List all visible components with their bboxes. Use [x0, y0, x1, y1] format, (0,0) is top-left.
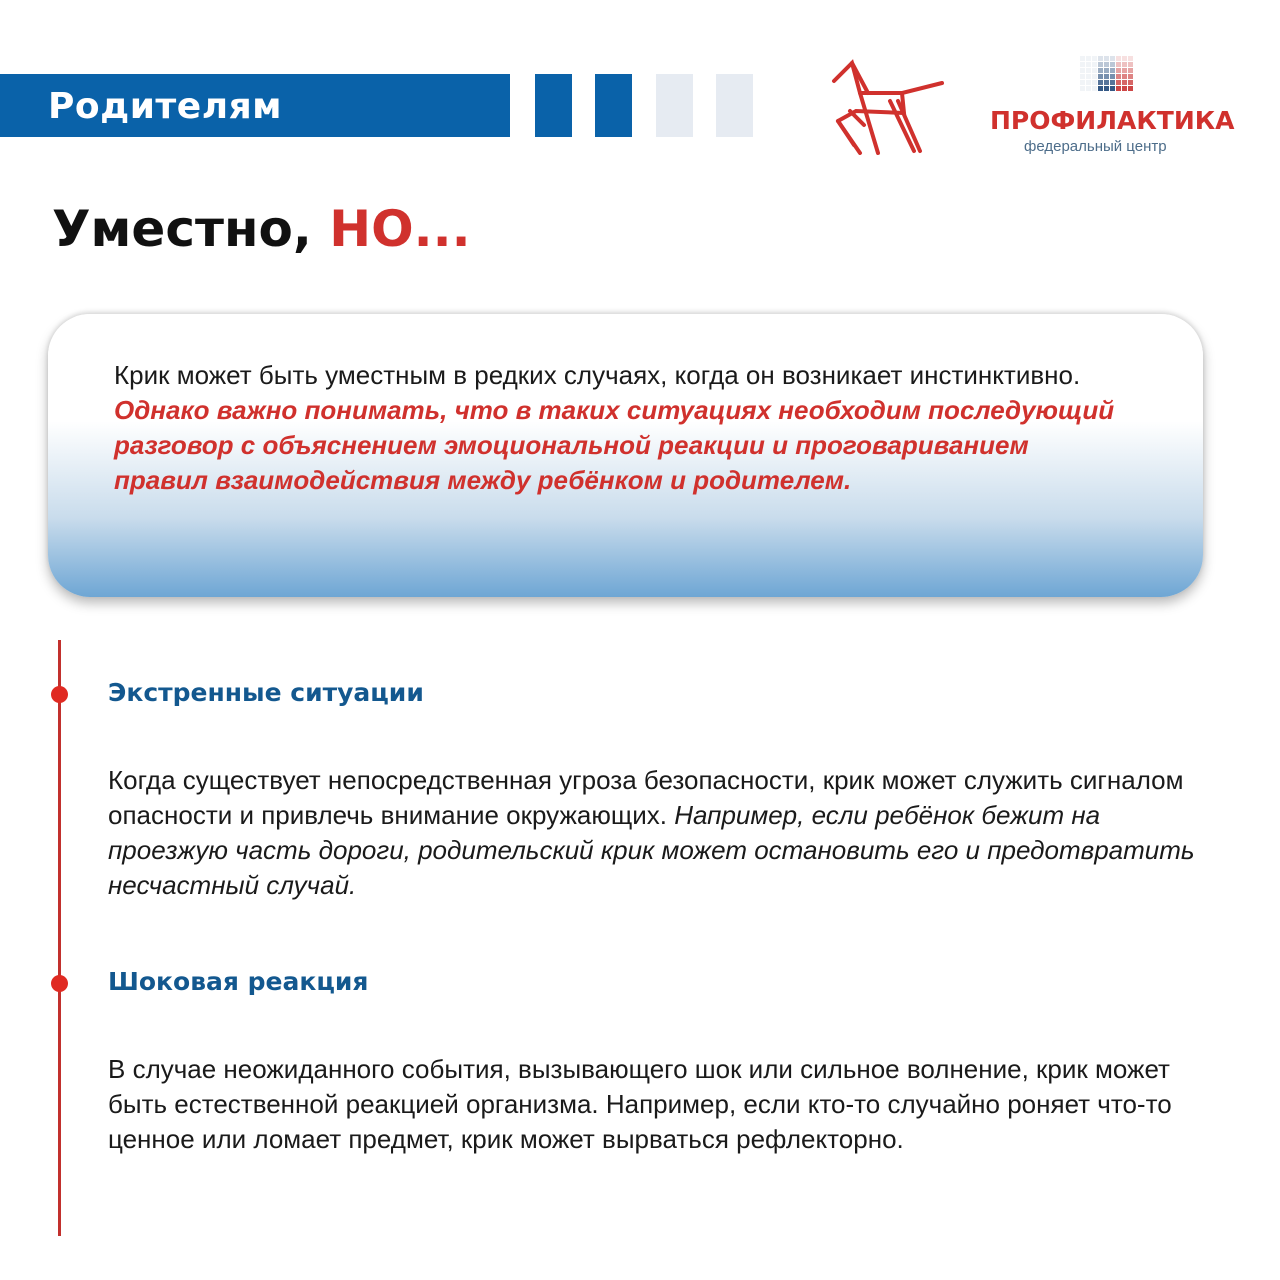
grid-cell: [1110, 86, 1115, 91]
timeline-line: [58, 640, 61, 1236]
grid-cell: [1092, 86, 1097, 91]
grid-cell: [1098, 68, 1103, 73]
section-heading: Экстренные ситуации: [108, 678, 424, 707]
grid-cell: [1098, 86, 1103, 91]
grid-cell: [1116, 74, 1121, 79]
grid-cell: [1086, 68, 1091, 73]
decor-stripe: [535, 74, 572, 137]
grid-cell: [1086, 86, 1091, 91]
grid-cell: [1128, 74, 1133, 79]
grid-cell: [1098, 62, 1103, 67]
grid-cell: [1128, 80, 1133, 85]
grid-cell: [1080, 80, 1085, 85]
grid-cell: [1080, 86, 1085, 91]
grid-cell: [1092, 56, 1097, 61]
grid-cell: [1098, 56, 1103, 61]
grid-cell: [1080, 68, 1085, 73]
logo-title: ПРОФИЛАКТИКА: [990, 106, 1235, 135]
section-body: Когда существует непосредственная угроза безопасности, крик может служить сигналом опасности и привлечь внимание окружающих.: [108, 765, 1184, 830]
section-example: Например, если ребёнок бежит на проезжую часть дороги, родительский крик может остановить его и предотвратить несчастный случай.: [108, 800, 1195, 900]
section-heading: Шоковая реакция: [108, 967, 369, 996]
timeline-dot: [51, 975, 68, 992]
grid-cell: [1110, 56, 1115, 61]
title-main: Уместно,: [52, 200, 330, 258]
section-text: [108, 763, 1218, 903]
grid-cell: [1116, 68, 1121, 73]
grid-cell: [1086, 56, 1091, 61]
grid-cell: [1104, 62, 1109, 67]
grid-cell: [1122, 74, 1127, 79]
grid-cell: [1098, 80, 1103, 85]
decor-stripe: [716, 74, 753, 137]
grid-cell: [1122, 86, 1127, 91]
grid-cell: [1080, 56, 1085, 61]
decor-stripe: [656, 74, 693, 137]
grid-cell: [1086, 62, 1091, 67]
grid-cell: [1116, 80, 1121, 85]
grid-cell: [1104, 56, 1109, 61]
grid-cell: [1092, 80, 1097, 85]
grid-cell: [1080, 74, 1085, 79]
grid-cell: [1122, 62, 1127, 67]
grid-cell: [1104, 74, 1109, 79]
grid-cell: [1110, 62, 1115, 67]
section-text: В случае неожиданного события, вызывающего шок или сильное волнение, крик может быть естественной реакцией организма. Например, если кто-то случайно роняет что-то ценное или ломает предмет, крик может вырваться рефлекторно.: [108, 1054, 1172, 1154]
grid-cell: [1122, 68, 1127, 73]
grid-cell: [1116, 62, 1121, 67]
title-accent: НО...: [329, 200, 471, 258]
grid-cell: [1110, 80, 1115, 85]
grid-cell: [1122, 80, 1127, 85]
grid-cell: [1122, 56, 1127, 61]
logo-subtitle: федеральный центр: [1024, 138, 1167, 155]
grid-cell: [1128, 62, 1133, 67]
callout-emphasis: Однако важно понимать, что в таких ситуациях необходим последующий разговор с объяснением эмоциональной реакции и проговариванием правил взаимодействия между ребёнком и родителем.: [114, 395, 1115, 495]
grid-cell: [1128, 56, 1133, 61]
grid-cell: [1092, 62, 1097, 67]
section-label: Родителям: [48, 86, 283, 127]
grid-cell: [1104, 68, 1109, 73]
grid-cell: [1098, 74, 1103, 79]
grid-cell: [1086, 80, 1091, 85]
pixel-grid-logo-icon: [1080, 56, 1136, 96]
page-title: [52, 200, 471, 258]
grid-cell: [1104, 80, 1109, 85]
grid-cell: [1110, 74, 1115, 79]
horse-logo-icon: [830, 55, 950, 155]
timeline-dot: [51, 686, 68, 703]
grid-cell: [1092, 74, 1097, 79]
grid-cell: [1110, 68, 1115, 73]
callout-text: [114, 358, 1124, 498]
grid-cell: [1086, 74, 1091, 79]
grid-cell: [1104, 86, 1109, 91]
grid-cell: [1080, 62, 1085, 67]
grid-cell: [1128, 86, 1133, 91]
grid-cell: [1092, 68, 1097, 73]
decor-stripe: [595, 74, 632, 137]
grid-cell: [1116, 56, 1121, 61]
grid-cell: [1128, 68, 1133, 73]
grid-cell: [1116, 86, 1121, 91]
callout-plain: Крик может быть уместным в редких случаях, когда он возникает инстинктивно.: [114, 360, 1081, 390]
